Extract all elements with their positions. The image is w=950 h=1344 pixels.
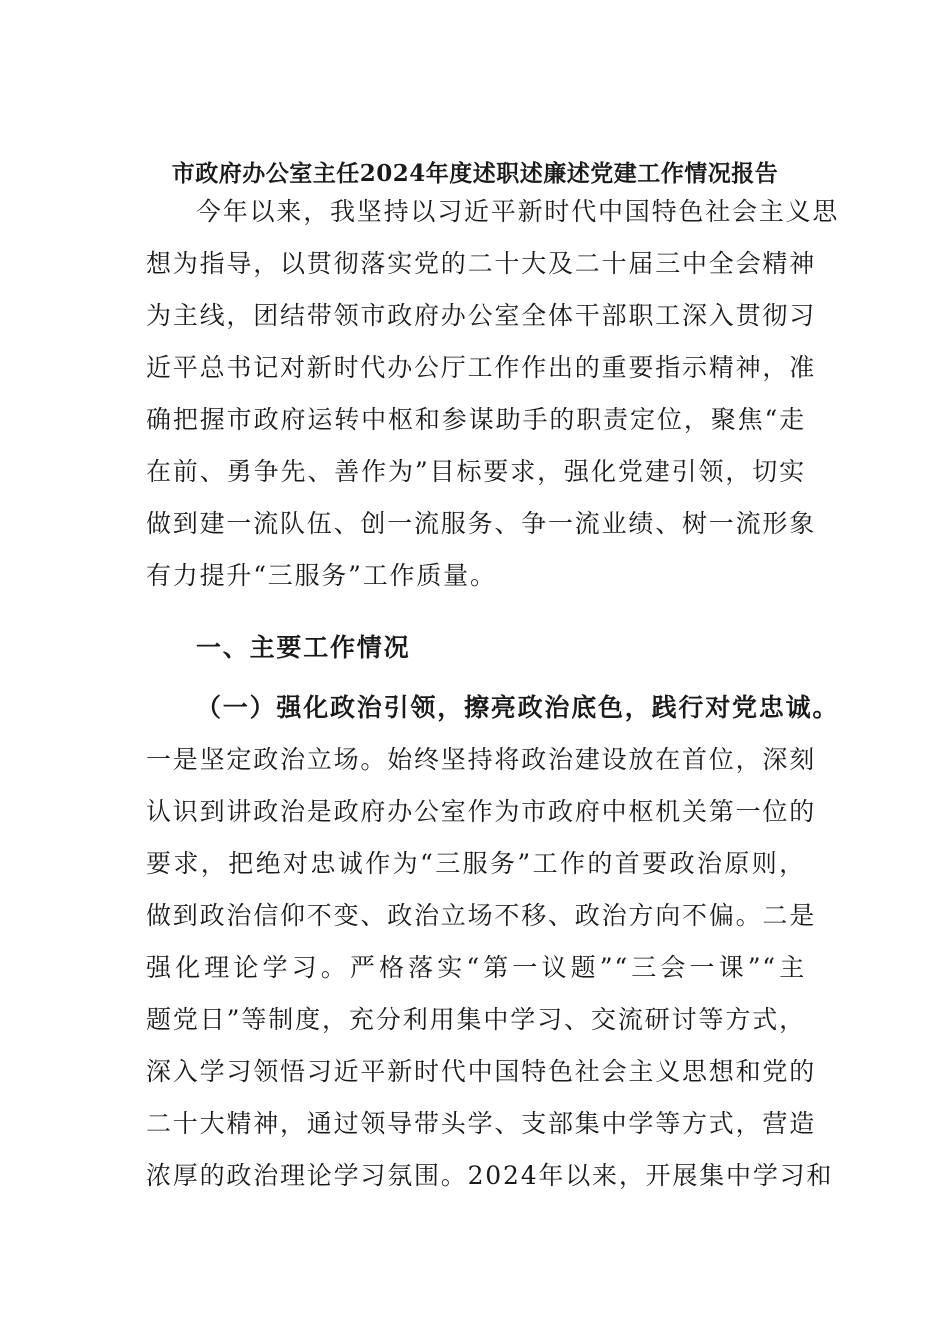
intro-line-6: 在前、勇争先、善作为”目标要求，强化党建引领，切实 [146, 457, 806, 486]
body-line-9: 浓厚的政治理论学习氛围。2024年以来，开展集中学习和 [146, 1161, 834, 1190]
subsection-heading: （一）强化政治引领，擦亮政治底色，践行对党忠诚。 [196, 693, 840, 722]
body-line-1: 一是坚定政治立场。始终坚持将政治建设放在首位，深刻 [146, 745, 817, 774]
body-line-5: 强化理论学习。严格落实“第一议题”“三会一课”“主 [146, 953, 806, 982]
intro-line-8: 有力提升“三服务”工作质量。 [146, 561, 497, 590]
intro-line-7: 做到建一流队伍、创一流服务、争一流业绩、树一流形象 [146, 509, 817, 538]
body-line-8: 二十大精神，通过领导带头学、支部集中学等方式，营造 [146, 1109, 817, 1138]
document-title: 市政府办公室主任2024年度述职述廉述党建工作情况报告 [171, 160, 779, 187]
intro-line-1: 今年以来，我坚持以习近平新时代中国特色社会主义思 [196, 197, 840, 226]
body-line-2: 认识到讲政治是政府办公室作为市政府中枢机关第一位的 [146, 797, 817, 826]
body-line-3: 要求，把绝对忠诚作为“三服务”工作的首要政治原则， [146, 849, 806, 878]
intro-line-2: 想为指导，以贯彻落实党的二十大及二十届三中全会精神 [146, 249, 817, 278]
body-line-4: 做到政治信仰不变、政治立场不移、政治方向不偏。二是 [146, 901, 817, 930]
body-line-6: 题党日”等制度，充分利用集中学习、交流研讨等方式， [146, 1005, 806, 1034]
intro-line-5: 确把握市政府运转中枢和参谋助手的职责定位，聚焦“走 [146, 405, 806, 434]
section-heading: 一、主要工作情况 [196, 633, 411, 662]
body-line-7: 深入学习领悟习近平新时代中国特色社会主义思想和党的 [146, 1057, 817, 1086]
intro-line-3: 为主线，团结带领市政府办公室全体干部职工深入贯彻习 [146, 301, 817, 330]
intro-line-4: 近平总书记对新时代办公厅工作作出的重要指示精神，准 [146, 353, 817, 382]
